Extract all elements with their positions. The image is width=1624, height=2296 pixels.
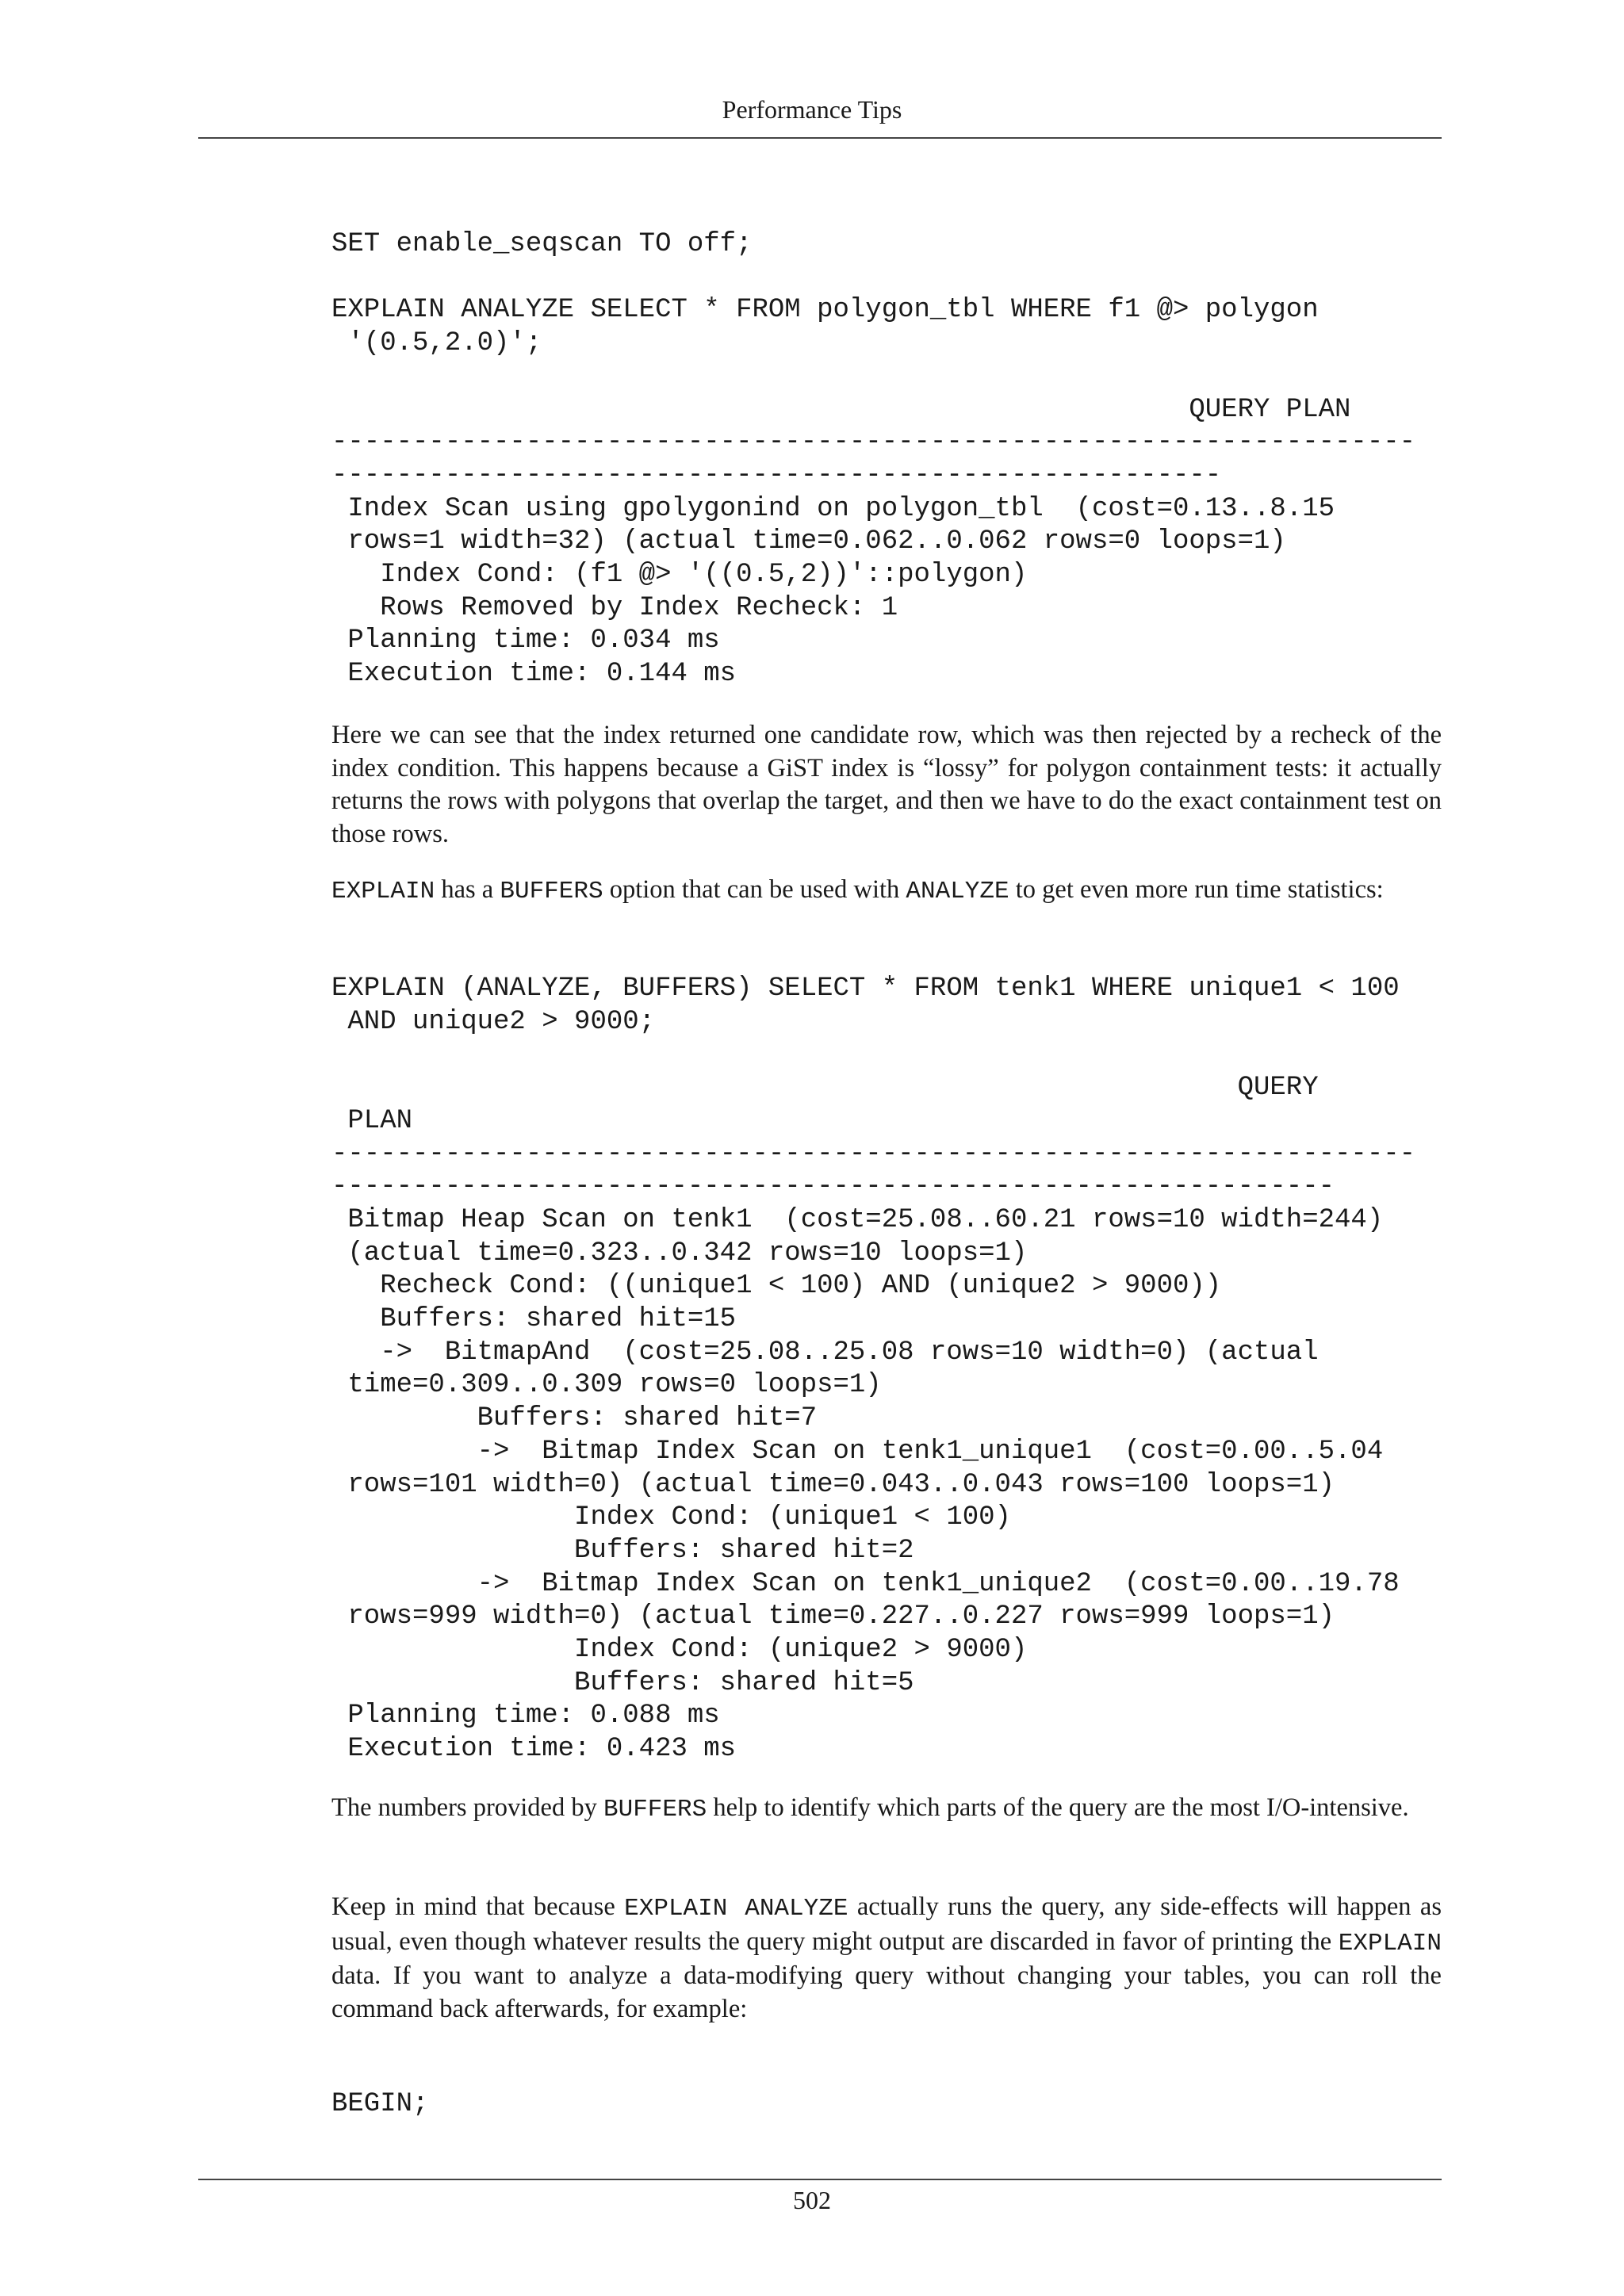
paragraph-text: has a [435,875,500,904]
paragraph-side-effects [331,1891,1442,2026]
paragraph-buffers-option [331,874,1442,909]
inline-code-buffers: BUFFERS [500,878,603,905]
header-rule [198,137,1442,139]
footer-rule [198,2179,1442,2180]
code-block-buffers-explain: EXPLAIN (ANALYZE, BUFFERS) SELECT * FROM tenk1 WHERE unique1 < 100 AND unique2 > 9000; QUERY PLAN ------------------------------------------------------------------- -------------------------------------------------------------- Bitmap Heap Scan on tenk1 (cost=25.08..60.21 rows=10 width=244) (actual time=0.323..0.342 rows=10 loops=1) Recheck Cond: ((unique1 < 100) AND (unique2 > 9000)) Buffers: shared hit=15 -> BitmapAnd (cost=25.08..25.08 rows=10 width=0) (actual time=0.309..0.309 rows=0 loops=1) Buffers: shared hit=7 -> Bitmap Index Scan on tenk1_unique1 (cost=0.00..5.04 rows=101 width=0) (actual time=0.043..0.043 rows=100 loops=1) Index Cond: (unique1 < 100) Buffers: shared hit=2 -> Bitmap Index Scan on tenk1_unique2 (cost=0.00..19.78 rows=999 width=0) (actual time=0.227..0.227 rows=999 loops=1) Index Cond: (unique2 > 9000) Buffers: shared hit=5 Planning time: 0.088 ms Execution time: 0.423 ms [331,974,1416,1765]
paragraph-text: option that can be used with [603,875,906,904]
paragraph-lossy-index: Here we can see that the index returned one candidate row, which was then rejected by a recheck of the index condition. This happens because a GiST index is “lossy” for polygon containment tests: it actually returns the rows with polygons that overlap the target, and then we have to do the exact containment test on those rows. [331,721,1442,849]
code-block-begin: BEGIN; [331,2089,429,2119]
paragraph-text: The numbers provided by [331,1793,603,1822]
paragraph-buffers-io [331,1792,1442,1827]
paragraph-text: actually runs the query, any side-effects will happen as usual, even though whatever results the query might output are discarded in favor of printing the [331,1892,1442,1956]
code-block-polygon-explain: SET enable_seqscan TO off; EXPLAIN ANALYZE SELECT * FROM polygon_tbl WHERE f1 @> polygon '(0.5,2.0)'; QUERY PLAN ------------------------------------------------------------------- ------------------------------------------------------- Index Scan using gpolygonind on polygon_tbl (cost=0.13..8.15 rows=1 width=32) (actual time=0.062..0.062 rows=0 loops=1) Index Cond: (f1 @> '((0.5,2))'::polygon) Rows Removed by Index Recheck: 1 Planning time: 0.034 ms Execution time: 0.144 ms [331,229,1416,690]
paragraph-text: help to identify which parts of the query are the most I/O-intensive. [707,1793,1409,1822]
inline-code-buffers: BUFFERS [603,1796,707,1823]
inline-code-analyze: ANALYZE [906,878,1009,905]
page-number: 502 [793,2186,831,2214]
paragraph-text: to get even more run time statistics: [1009,875,1384,904]
paragraph-text: data. If you want to analyze a data-modifying query without changing your tables, you can roll the command back afterwards, for example: [331,1961,1442,2024]
inline-code-explain-analyze: EXPLAIN ANALYZE [624,1895,848,1923]
inline-code-explain: EXPLAIN [1338,1929,1442,1957]
paragraph-text: Keep in mind that because [331,1892,625,1921]
inline-code-explain: EXPLAIN [331,878,435,905]
page-header-title: Performance Tips [722,95,902,124]
